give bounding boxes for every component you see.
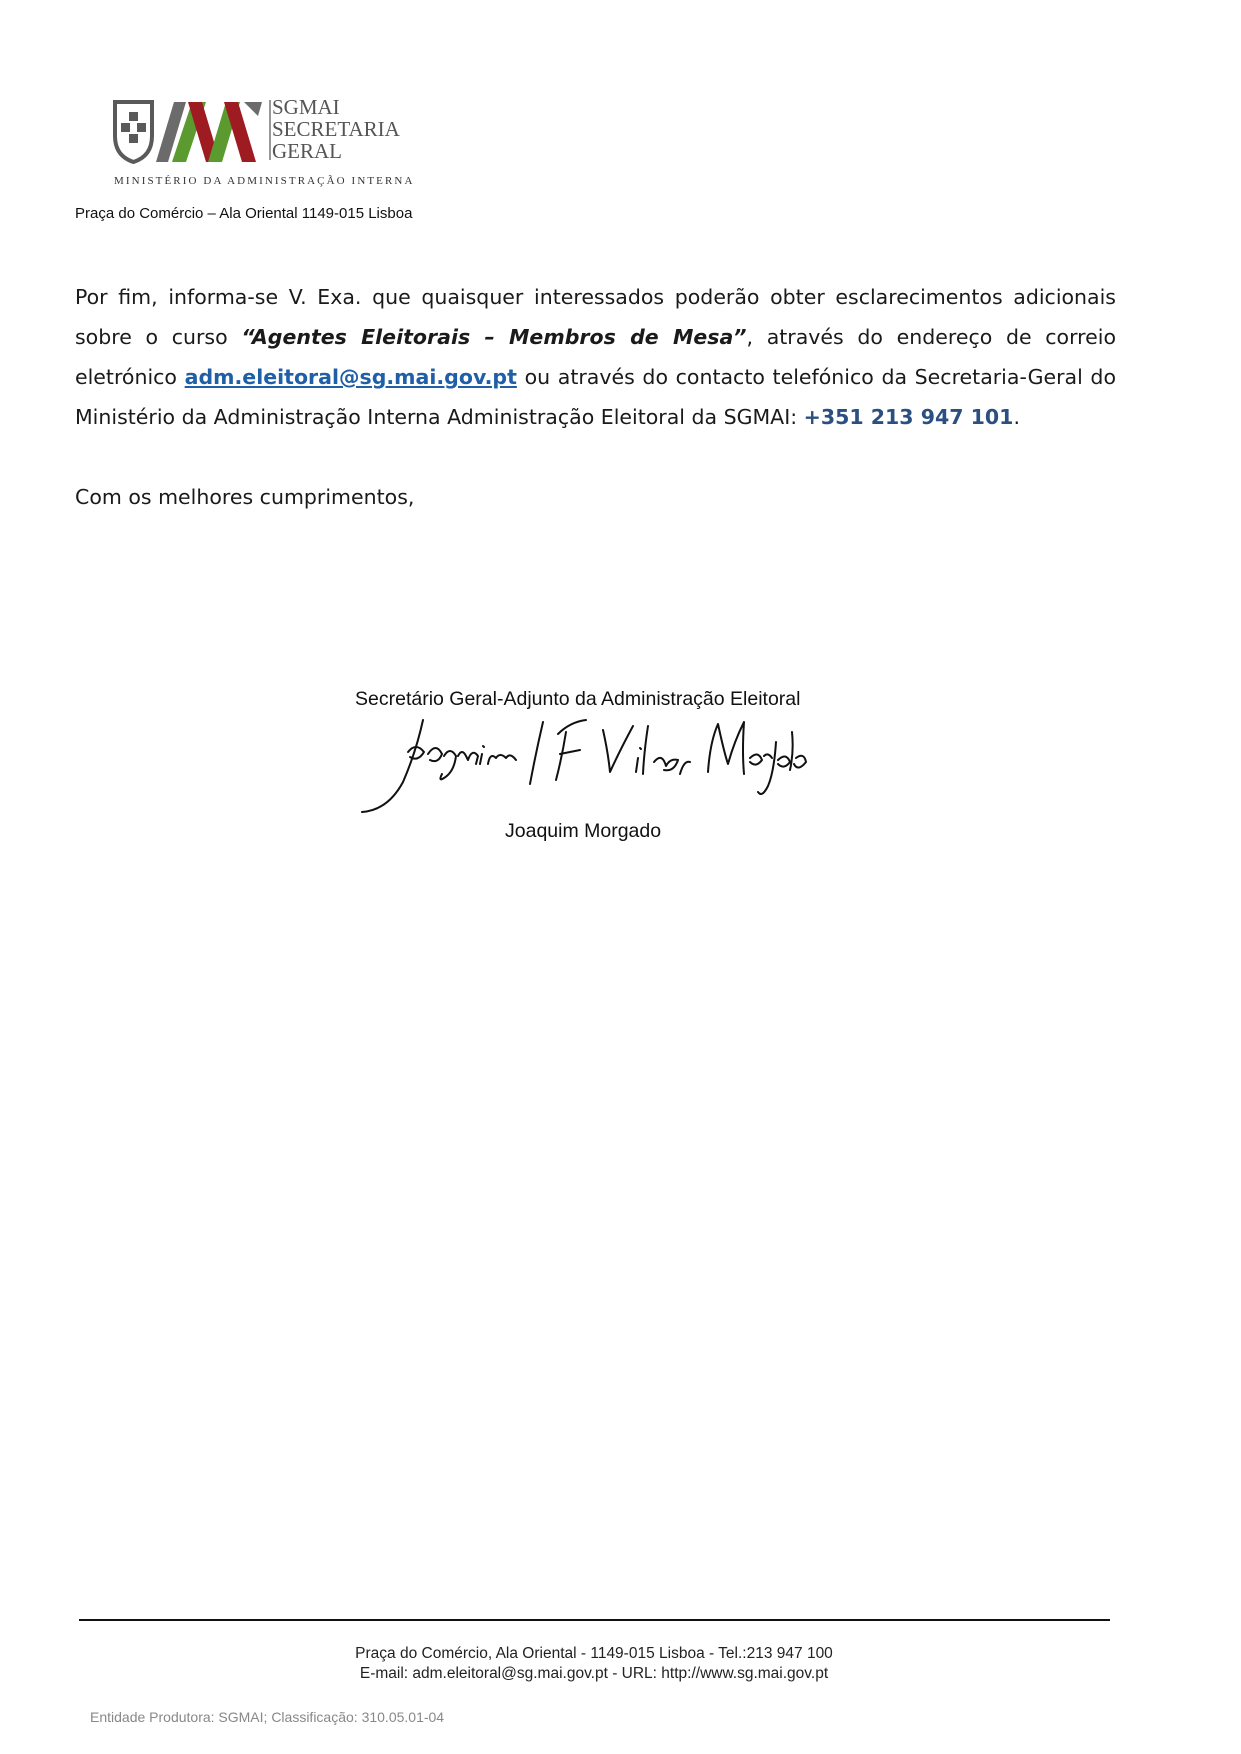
coat-of-arms-icon: [112, 96, 272, 166]
classification-note: Entidade Produtora: SGMAI; Classificação: 310.05.01-04: [90, 1709, 445, 1725]
text-run: Por fim, informa-se V. Exa. que quaisquer interessados poderão obter esclarecimentos adicionais sobre o curso: [75, 285, 1116, 349]
logo-line-1: SGMAI: [272, 95, 340, 119]
header-address: Praça do Comércio – Ala Oriental 1149-015 Lisboa: [75, 205, 413, 222]
text-run: , através do endereço de correio eletrónico: [75, 325, 1116, 389]
text-run: .: [1013, 405, 1020, 429]
email-link[interactable]: adm.eleitoral@sg.mai.gov.pt: [184, 365, 517, 389]
handwritten-signature: [358, 712, 808, 817]
paragraph: [75, 277, 1116, 437]
footer-line-1: Praça do Comércio, Ala Oriental - 1149-015 Lisboa - Tel.:213 947 100: [355, 1645, 833, 1662]
sgmai-logo: [112, 96, 422, 192]
phone-number: +351 213 947 101: [803, 405, 1014, 429]
footer-line-2: E-mail: adm.eleitoral@sg.mai.gov.pt - URL: http://www.sg.mai.gov.pt: [359, 1665, 829, 1682]
closing-text: Com os melhores cumprimentos,: [75, 485, 415, 509]
footer-divider: [79, 1619, 1110, 1621]
ministry-subtitle: MINISTÉRIO DA ADMINISTRAÇÃO INTERNA: [114, 175, 415, 187]
signatory-title: Secretário Geral-Adjunto da Administração Eleitoral: [355, 688, 801, 710]
text-run: ou através do contacto telefónico da Secretaria-Geral do Ministério da Administração Interna Administração Eleitoral da SGMAI:: [75, 365, 1116, 429]
letter-body: [75, 277, 1116, 437]
logo-line-3: GERAL: [272, 139, 342, 163]
footer-address: [0, 1644, 1188, 1684]
signatory-name: Joaquim Morgado: [505, 820, 662, 842]
logo-text: [272, 96, 400, 162]
course-name: “Agentes Eleitorais – Membros de Mesa”: [241, 325, 747, 349]
logo-line-2: SECRETARIA: [272, 117, 400, 141]
